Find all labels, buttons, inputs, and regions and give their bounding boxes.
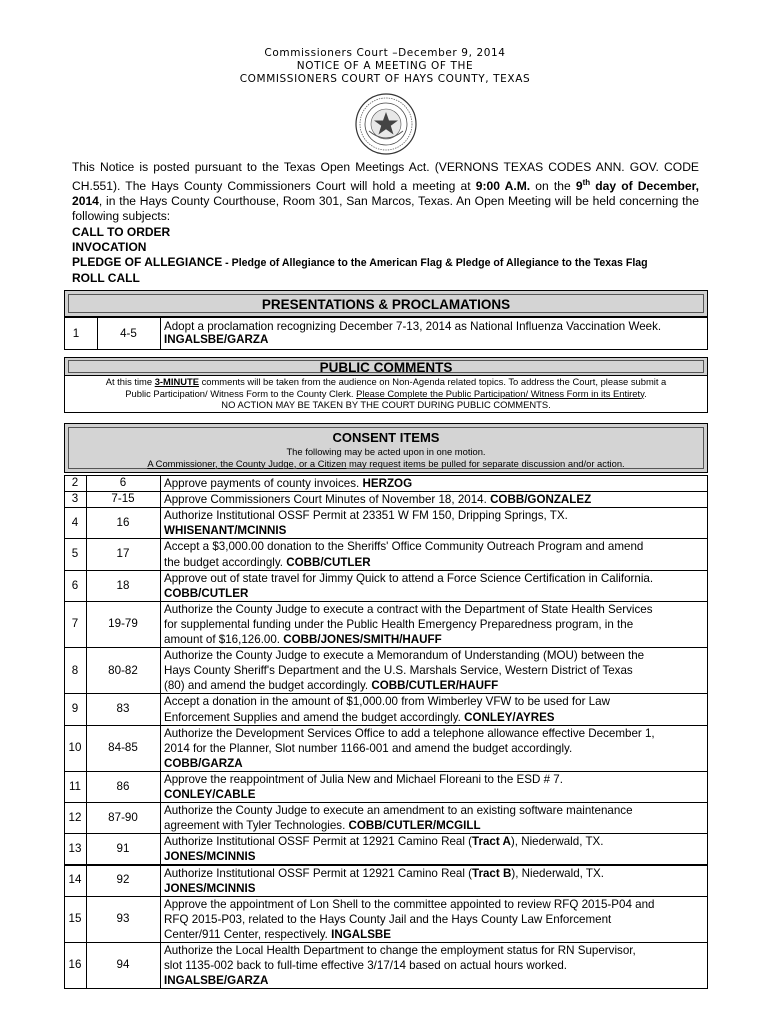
call-to-order: CALL TO ORDER [72, 225, 171, 239]
item-description-line: Authorize Institutional OSSF Permit at 12921 Camino Real (Tract B), Niederwald, TX. [164, 866, 604, 880]
item-pages: 80-82 [108, 663, 138, 677]
item-number: 8 [71, 663, 79, 677]
item-description-line: slot 1135-002 back to full-time effective 3/17/14 based on actual hours worked. [164, 959, 568, 973]
item-description-line: the budget accordingly. COBB/CUTLER [164, 555, 371, 569]
item-description-line: JONES/MCINNIS [164, 850, 256, 864]
item-number: 7 [71, 617, 79, 631]
item-description-line: Authorize Institutional OSSF Permit at 12921 Camino Real (Tract A), Niederwald, TX. [164, 835, 604, 849]
item-description-line: agreement with Tyler Technologies. COBB/CUTLER/MCGILL [164, 819, 481, 833]
item-description-line: Authorize the County Judge to execute a Memorandum of Understanding (MOU) between the [164, 649, 645, 663]
public-comments-box [64, 357, 708, 413]
item-description-line: Authorize Institutional OSSF Permit at 23351 W FM 150, Dripping Springs, TX. [164, 509, 568, 523]
pledge-of-allegiance: PLEDGE OF ALLEGIANCE - Pledge of Allegiance to the American Flag & Pledge of Allegiance to the Texas Flag [72, 255, 648, 269]
item-number: 9 [71, 702, 79, 716]
item-number: 16 [68, 958, 82, 972]
invocation: INVOCATION [72, 240, 147, 254]
item-description-line: Enforcement Supplies and amend the budget accordingly. CONLEY/AYRES [164, 710, 555, 724]
item-description-line: CONLEY/CABLE [164, 788, 256, 801]
item-description-line: amount of $16,126.00. COBB/JONES/SMITH/HAUFF [164, 633, 442, 646]
public-comments-section-header: PUBLIC COMMENTS [64, 357, 708, 376]
item-description-line: JONES/MCINNIS [164, 881, 256, 895]
item-pages: 16 [116, 516, 130, 530]
item-description-line: Approve out of state travel for Jimmy Quick to attend a Force Science Certification in California. [164, 571, 654, 585]
item-pages: 92 [116, 873, 130, 887]
item-pages: 94 [116, 958, 130, 972]
item-description-line: COBB/GARZA [164, 756, 243, 770]
item-pages: 6 [119, 476, 127, 490]
item-pages: 87-90 [108, 811, 138, 824]
item-description-line: Accept a $3,000.00 donation to the Sheriffs' Office Community Outreach Program and amend [164, 540, 644, 554]
item-number: 10 [68, 741, 82, 755]
item-description-line: Approve payments of county invoices. HERZOG [164, 477, 413, 490]
item-number: 15 [68, 912, 82, 926]
item-number: 3 [71, 492, 79, 506]
public-comments-rules: At this time 3-MINUTE comments will be taken from the audience on Non-Agenda related topics. To address the Court, please submit a Public Participation/ Witness Form to the County Clerk. Please Complete the Public Participation/ Witness Form in its Entirety. NO ACTION MAY BE TAKEN BY THE COURT DURING PUBLIC COMMENTS. [105, 376, 667, 410]
notice-heading: NOTICE OF A MEETING OF THE [296, 60, 474, 72]
item-number: 12 [68, 811, 82, 824]
item-number: 13 [68, 842, 82, 856]
item-description-line: (80) and amend the budget accordingly. COBB/CUTLER/HAUFF [164, 679, 499, 693]
item-description-line: Hays County Sheriff's Department and the U.S. Marshals Service, Western District of Texas [164, 664, 633, 678]
item-description-line: Accept a donation in the amount of $1,000.00 from Wimberley VFW to be used for Law [164, 695, 610, 709]
item-description-line: Authorize the County Judge to execute a contract with the Department of State Health Services [164, 602, 653, 616]
item-pages: 18 [116, 578, 130, 592]
item-number: 5 [71, 547, 79, 561]
court-heading: COMMISSIONERS COURT OF HAYS COUNTY, TEXAS [239, 73, 531, 85]
item-description-line: Approve Commissioners Court Minutes of November 18, 2014. COBB/GONZALEZ [164, 493, 592, 507]
item-description-line: RFQ 2015-P03, related to the Hays County Jail and the Hays County Law Enforcement [164, 912, 612, 926]
item-number: 2 [71, 476, 79, 490]
roll-call: ROLL CALL [72, 271, 140, 285]
item-description-line: Approve the appointment of Lon Shell to the committee appointed to review RFQ 2015-P04 and [164, 897, 655, 911]
item-description-line: Authorize the Local Health Department to change the employment status for RN Supervisor, [164, 944, 636, 957]
item-pages: 4-5 [120, 327, 137, 340]
item-pages: 7-15 [111, 492, 135, 506]
item-number: 6 [71, 578, 79, 592]
item-number: 14 [68, 873, 82, 887]
item-number: 4 [71, 516, 79, 530]
presentations-section-header: PRESENTATIONS & PROCLAMATIONS [64, 290, 708, 317]
item-pages: 93 [116, 912, 130, 926]
item-pages: 84-85 [108, 741, 138, 755]
item-pages: 19-79 [108, 617, 138, 631]
item-description-line: COBB/CUTLER [164, 586, 249, 600]
county-seal-icon [355, 93, 417, 155]
item-pages: 83 [116, 702, 130, 716]
item-number: 1 [72, 327, 80, 340]
opening-items [72, 225, 712, 286]
item-description-line: INGALSBE/GARZA [164, 974, 269, 988]
item-description-line: Approve the reappointment of Julia New and Michael Floreani to the ESD # 7. [164, 772, 563, 786]
item-number: 11 [68, 779, 82, 793]
item-pages: 86 [116, 779, 130, 793]
item-description-line: Center/911 Center, respectively. INGALSBE [164, 927, 392, 941]
item-pages: 91 [116, 842, 130, 856]
item-description-line: Authorize the County Judge to execute an amendment to an existing software maintenance [164, 804, 633, 818]
item-description: Adopt a proclamation recognizing December 7-13, 2014 as National Influenza Vaccination Week. INGALSBE/GARZA [164, 320, 662, 347]
item-description-line: for supplemental funding under the Public Health Emergency Preparedness program, in the [164, 617, 634, 631]
notice-paragraph: This Notice is posted pursuant to the Texas Open Meetings Act. (VERNONS TEXAS CODES ANN. GOV. CODE CH.551). The Hays County Commissioners Court will hold a meeting at 9:00 A.M. on the 9th day of December, 2014, in the Hays County Courthouse, Room 301, San Marcos, Texas. An Open Meeting will be held concerning the following subjects: [72, 160, 699, 224]
item-description-line: Authorize the Development Services Office to add a telephone allowance effective December 1, [164, 726, 655, 740]
item-description-line: WHISENANT/MCINNIS [164, 524, 287, 538]
item-pages: 17 [116, 547, 130, 561]
consent-section-header: CONSENT ITEMS The following may be acted upon in one motion. A Commissioner, the County Judge, or a Citizen may request items be pulled for separate discussion and/or action. [64, 423, 708, 473]
meeting-date-heading: Commissioners Court –December 9, 2014 [264, 47, 506, 59]
item-description-line: 2014 for the Planner, Slot number 1166-001 and amend the budget accordingly. [164, 741, 573, 755]
